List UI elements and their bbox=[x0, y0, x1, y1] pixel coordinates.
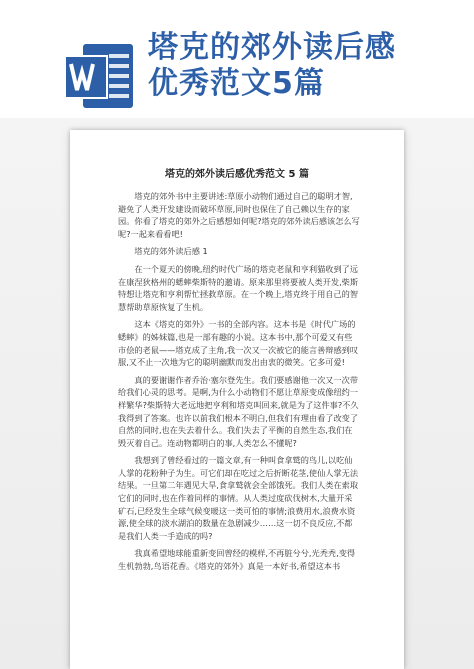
paragraph: 我真希望地球能重新变回曾经的模样,不再脏兮兮,光秃秃,变得生机勃勃,鸟语花香。《塔克的郊外》真是一本好书,希望这本书 bbox=[118, 548, 356, 572]
banner-title-line2: 优秀范文5篇 bbox=[148, 66, 325, 101]
section-heading: 塔克的郊外读后感 1 bbox=[134, 246, 208, 257]
paragraph: 在一个夏天的傍晚,纽约时代广场的塔克老鼠和亨利猫收到了远在康涅狄格州的蟋蟀柴斯特的邀请。原来那里将要被人类开发,柴斯特想让塔克和亨利帮忙拯救草原。在一个晚上,塔克终于用自己的智慧帮助草原恢复了生机。 bbox=[118, 263, 359, 312]
document-title: 塔克的郊外读后感优秀范文 5 篇 bbox=[165, 169, 309, 180]
paragraph: 真的要谢谢作者乔治·塞尔登先生。我们要感谢他一次又一次带给我们心灵的思考。是啊,为什么小动物们不愿让草原变成像纽约一样繁华?柴斯特大老远地把亨利和塔克叫回来,就是为了这件事?不久我得到了答案。也许以前我们根本不明白,但我们有理由看了改变了自然的同时,也在失去着什么。我们失去了平衡的自然生态,我们在毁灭着自己。连动物都明白的事,人类怎么不懂呢? bbox=[118, 374, 359, 448]
paragraph: 我想到了曾经看过的一篇文章,有一种叫食拿鹫的鸟儿,以吃仙人掌的花粉种子为生。可它们却在吃过之后折断花茎,使仙人掌无法结果。一旦第二年遇见大旱,食拿鹫就会全部饿死。我们人类在索取它们的同时,也在作着同样的事情。从人类过度砍伐树木,大量开采矿石,已经发生全球气候变暖这一类可怕的事情;浪费用水,浪费水资源,使全球的淡水湖泊的数量在急剧减少……这一切不良反应,不都是我们人类一手造成的吗? bbox=[118, 455, 359, 541]
banner-title bbox=[148, 30, 468, 102]
paragraph-intro: 塔克的郊外书中主要讲述:草原小动物们通过自己的聪明才智,避免了人类开发建设而破坏草原,同时也保住了自己赖以生存的家园。你看了塔克的郊外之后感想如何呢?塔克的郊外读后感该怎么写呢?一起来看看吧! bbox=[118, 191, 360, 239]
document-body bbox=[118, 190, 360, 578]
banner-title-line1: 塔克的郊外读后感 bbox=[148, 30, 396, 65]
word-icon bbox=[61, 40, 137, 112]
banner bbox=[0, 0, 474, 130]
paragraph: 这本《塔克的郊外》一书的全部内容。这本书是《时代广场的蟋蟀》的姊妹篇,也是一部有趣的小说。这本书中,那个可爱又有些市侩的老鼠——塔克成了主角,我一次又一次被它的能言善辩感到叹服,又不止一次地为它的聪明幽默而发出由衷的微笑。它多可爱! bbox=[118, 319, 359, 368]
document-page bbox=[70, 130, 404, 669]
